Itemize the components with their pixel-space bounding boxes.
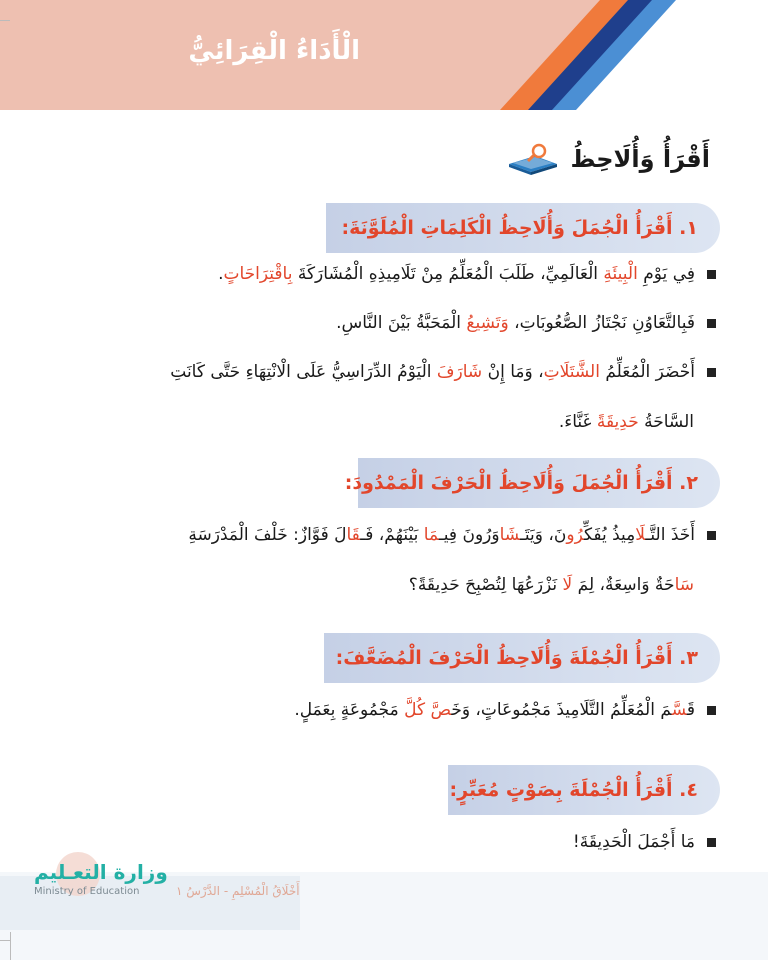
text-segment: الْعَالَمِيِّ، طَلَبَ الْمُعَلِّمُ مِنْ تَلَامِيذِهِ الْمُشَارَكَةَ xyxy=(292,264,604,284)
exercise-4-header xyxy=(448,765,720,815)
text-segment: السَّاحَةُ xyxy=(638,412,694,432)
bullet-square-icon xyxy=(707,319,716,328)
crop-mark xyxy=(0,940,10,941)
ministry-name-arabic: وزارة التعـليم xyxy=(34,860,168,884)
text-segment: حَةٌ وَاسِعَةٌ، لِمَ xyxy=(572,575,675,595)
text-segment: نَ، وَيَتَـ xyxy=(519,525,567,545)
text-segment: فَبِالتَّعَاوُنِ نَجْتَازُ الصُّعُوبَاتِ، xyxy=(508,313,695,333)
highlighted-letters: سَّ xyxy=(671,700,687,720)
highlighted-letters: لَا xyxy=(635,525,646,545)
text-segment: قَ xyxy=(686,700,695,720)
highlighted-word: وَتَشِيعُ xyxy=(466,313,509,333)
sentence-continuation xyxy=(66,571,716,599)
exercise-2-header xyxy=(344,458,720,508)
highlighted-word: الْبِيئَةِ xyxy=(603,264,638,284)
exercise-3-header xyxy=(324,633,720,683)
exercise-3-title: ٣. أَقْرَأُ الْجُمْلَةَ وَأُلَاحِظُ الْحَرْفَ الْمُضَعَّفَ: xyxy=(335,647,698,669)
highlighted-letters: رُو xyxy=(566,525,584,545)
crop-mark xyxy=(10,932,11,960)
highlighted-word: كُلَّ xyxy=(404,700,426,720)
ministry-logo xyxy=(34,860,168,897)
text-segment: وَرُونَ فِيـ xyxy=(438,525,500,545)
bullet-square-icon xyxy=(707,270,716,279)
highlighted-letters: صَّ xyxy=(430,700,452,720)
text-segment: أَحْضَرَ الْمُعَلِّمُ xyxy=(599,362,695,382)
highlighted-letters: لَا xyxy=(562,575,573,595)
highlighted-letters: قَا xyxy=(346,525,361,545)
exercise-2-sentence-1 xyxy=(66,521,716,599)
highlighted-word: حَدِيقَةً xyxy=(596,412,639,432)
text-segment: مَجْمُوعَةٍ بِعَمَلٍ. xyxy=(294,700,405,720)
text-segment: . xyxy=(218,264,224,284)
exercise-4-sentence-1 xyxy=(66,828,716,856)
exercise-1-sentence-2 xyxy=(66,309,716,337)
book-magnifier-icon xyxy=(505,142,561,176)
sentence-continuation xyxy=(66,408,716,436)
text-segment: الْيَوْمُ الدِّرَاسِيُّ عَلَى الْانْتِهَاءِ حَتَّى كَانَتِ xyxy=(170,362,437,382)
crop-mark xyxy=(0,20,10,21)
page-title: الْأَدَاءُ الْقِرَائِيُّ xyxy=(188,36,360,66)
exercise-1-sentence-3 xyxy=(66,358,716,436)
text-segment: مَا أَجْمَلَ الْحَدِيقَةَ! xyxy=(572,832,695,852)
exercise-2-title: ٢. أَقْرَأُ الْجُمَلَ وَأُلَاحِظُ الْحَرْفَ الْمَمْدُودَ: xyxy=(344,472,698,494)
highlighted-word: بِاقْتِرَاحَاتٍ xyxy=(223,264,293,284)
top-banner xyxy=(0,0,768,110)
section-heading-text: أَقْرَأُ وَأُلَاحِظُ xyxy=(570,145,710,173)
text-segment: لَ فَوَّازٌ: خَلْفَ الْمَدْرَسَةِ xyxy=(188,525,347,545)
text-segment: غَنَّاءَ. xyxy=(558,412,597,432)
banner-stripes xyxy=(0,0,768,110)
text-segment: مَ الْمُعَلِّمُ التَّلَامِيذَ مَجْمُوعَاتٍ، وَخَ xyxy=(451,700,672,720)
text-segment: نَزْرَعُهَا لِتُصْبِحَ حَدِيقَةً؟ xyxy=(408,575,563,595)
footer-caption: أَخْلَاقُ الْمُسْلِمِ - الدَّرْسُ ١ xyxy=(176,884,300,898)
text-segment: فِي يَوْمِ xyxy=(637,264,695,284)
bullet-square-icon xyxy=(707,838,716,847)
bullet-square-icon xyxy=(707,531,716,540)
highlighted-word: شَارَفَ xyxy=(436,362,483,382)
highlighted-letters: سَا xyxy=(674,575,694,595)
text-segment: مِيذُ يُفَكِّ xyxy=(583,525,636,545)
text-segment: أَخَذَ التَّـ xyxy=(645,525,695,545)
highlighted-word: الشَّتَلَاتِ xyxy=(543,362,600,382)
ministry-name-english: Ministry of Education xyxy=(34,886,140,897)
highlighted-letters: شَا xyxy=(499,525,520,545)
text-segment: بَيْنَهُمْ، فَـ xyxy=(360,525,424,545)
text-segment: ، وَمَا إِنْ xyxy=(482,362,544,382)
exercise-1-sentence-1 xyxy=(66,260,716,288)
exercise-1-title: ١. أَقْرَأُ الْجُمَلَ وَأُلَاحِظُ الْكَلِمَاتِ الْمُلَوَّنَةَ: xyxy=(341,217,698,239)
exercise-1-header xyxy=(326,203,720,253)
exercise-3-sentence-1 xyxy=(66,696,716,724)
bullet-square-icon xyxy=(707,706,716,715)
section-heading xyxy=(505,142,710,176)
exercise-4-title: ٤. أَقْرَأُ الْجُمْلَةَ بِصَوْتٍ مُعَبِّرٍ: xyxy=(449,779,698,801)
highlighted-letters: مَا xyxy=(423,525,439,545)
bullet-square-icon xyxy=(707,368,716,377)
text-segment: الْمَحَبَّةُ بَيْنَ النَّاسِ. xyxy=(336,313,467,333)
